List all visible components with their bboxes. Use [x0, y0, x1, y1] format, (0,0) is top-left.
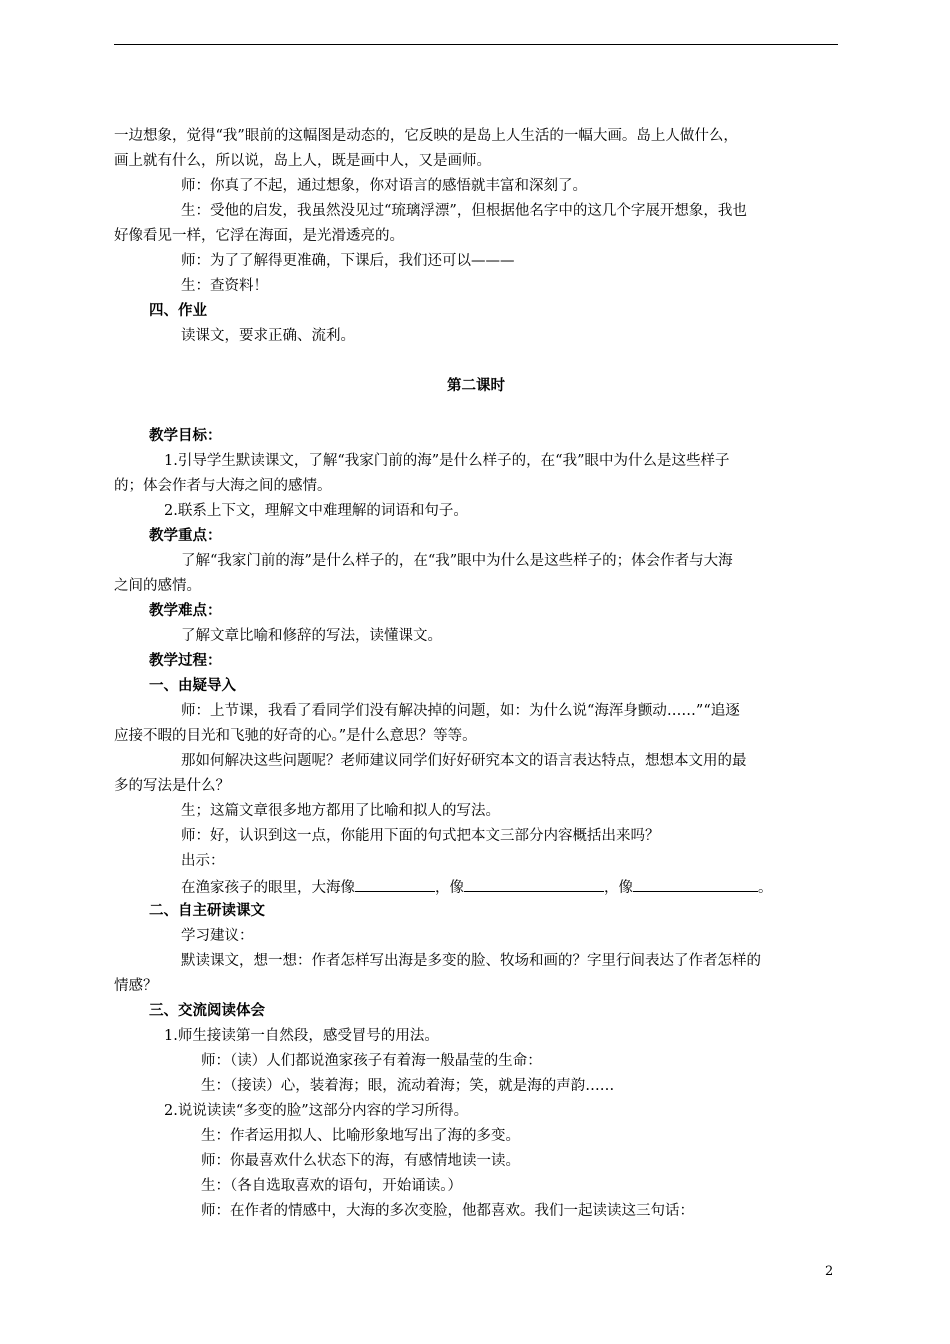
text-line: 师：你最喜欢什么状态下的海，有感情地读一读。 [201, 1153, 520, 1169]
header-rule [114, 44, 838, 45]
text-line: 出示： [181, 853, 225, 869]
text-line: 师：你真了不起，通过想象，你对语言的感悟就丰富和深刻了。 [181, 178, 587, 194]
text-line: 画上就有什么，所以说，岛上人，既是画中人，又是画师。 [114, 153, 491, 169]
text-line: 学习建议： [181, 928, 254, 944]
text-line: 那如何解决这些问题呢？老师建议同学们好好研究本文的语言表达特点，想想本文用的最 [181, 753, 747, 769]
text-line: 多的写法是什么？ [114, 778, 230, 794]
fill-text: ，像 [604, 880, 633, 896]
text-line: 了解“我家门前的海”是什么样子的，在“我”眼中为什么是这些样子的；体会作者与大海 [181, 553, 733, 569]
text-line: 的；体会作者与大海之间的感情。 [114, 478, 332, 494]
text-line: 1.师生接读第一自然段，感受冒号的用法。 [164, 1028, 439, 1044]
text-line: 了解文章比喻和修辞的写法，读懂课文。 [181, 628, 442, 644]
text-line: 之间的感情。 [114, 578, 201, 594]
section-heading: 教学重点： [149, 527, 222, 544]
lesson-title: 第二课时 [447, 377, 505, 394]
text-line: 一边想象，觉得“我”眼前的这幅图是动态的，它反映的是岛上人生活的一幅大画。岛上人做什么， [114, 128, 738, 144]
text-line: 生：受他的启发，我虽然没见过“琉璃浮漂”，但根据他名字中的这几个字展开想象，我也 [181, 203, 747, 219]
text-line: 师：为了了解得更准确，下课后，我们还可以——— [181, 253, 515, 269]
text-line: 师：在作者的情感中，大海的多次变脸，他都喜欢。我们一起读读这三句话： [201, 1203, 694, 1219]
text-line: 师：（读）人们都说渔家孩子有着海一般晶莹的生命： [201, 1053, 542, 1069]
section-heading: 教学过程： [149, 652, 222, 669]
section-heading: 教学目标： [149, 427, 222, 444]
text-line: 生：作者运用拟人、比喻形象地写出了海的多变。 [201, 1128, 520, 1144]
text-line: 默读课文，想一想：作者怎样写出海是多变的脸、牧场和画的？字里行间表达了作者怎样的 [181, 953, 761, 969]
text-line: 情感？ [114, 978, 158, 994]
fill-blank [355, 877, 435, 892]
fill-text: 在渔家孩子的眼里，大海像 [181, 880, 355, 896]
page-number: 2 [825, 1264, 834, 1279]
fill-text: 。 [758, 880, 773, 896]
section-heading: 教学难点： [149, 602, 222, 619]
text-line: 生：（各自选取喜欢的语句，开始诵读。） [201, 1178, 462, 1194]
fill-in-sentence [114, 877, 905, 897]
text-line: 生；这篇文章很多地方都用了比喻和拟人的写法。 [181, 803, 500, 819]
text-line: 生：查资料！ [181, 278, 268, 294]
fill-blank [633, 877, 758, 892]
text-line: 师：上节课，我看了看同学们没有解决掉的问题，如：为什么说“海浑身颤动……”“追逐 [181, 703, 740, 719]
text-line: 好像看见一样，它浮在海面，是光滑透亮的。 [114, 228, 404, 244]
section-heading: 四、作业 [149, 302, 207, 319]
section-heading: 三、交流阅读体会 [149, 1002, 265, 1019]
text-line: 应接不暇的目光和飞驰的好奇的心。”是什么意思？等等。 [114, 728, 477, 744]
text-line: 生：（接读）心，装着海；眼，流动着海；笑，就是海的声韵…… [201, 1078, 615, 1094]
text-line: 2.说说读读“多变的脸”这部分内容的学习所得。 [164, 1103, 469, 1119]
fill-blank [464, 877, 604, 892]
fill-text: ，像 [435, 880, 464, 896]
text-line: 1.引导学生默读课文，了解“我家门前的海”是什么样子的，在“我”眼中为什么是这些样子 [164, 453, 730, 469]
text-line: 2.联系上下文，理解文中难理解的词语和句子。 [164, 503, 468, 519]
text-line: 师：好，认识到这一点，你能用下面的句式把本文三部分内容概括出来吗？ [181, 828, 660, 844]
text-line: 读课文，要求正确、流利。 [181, 328, 355, 344]
section-heading: 一、由疑导入 [149, 677, 236, 694]
section-heading: 二、自主研读课文 [149, 902, 265, 919]
